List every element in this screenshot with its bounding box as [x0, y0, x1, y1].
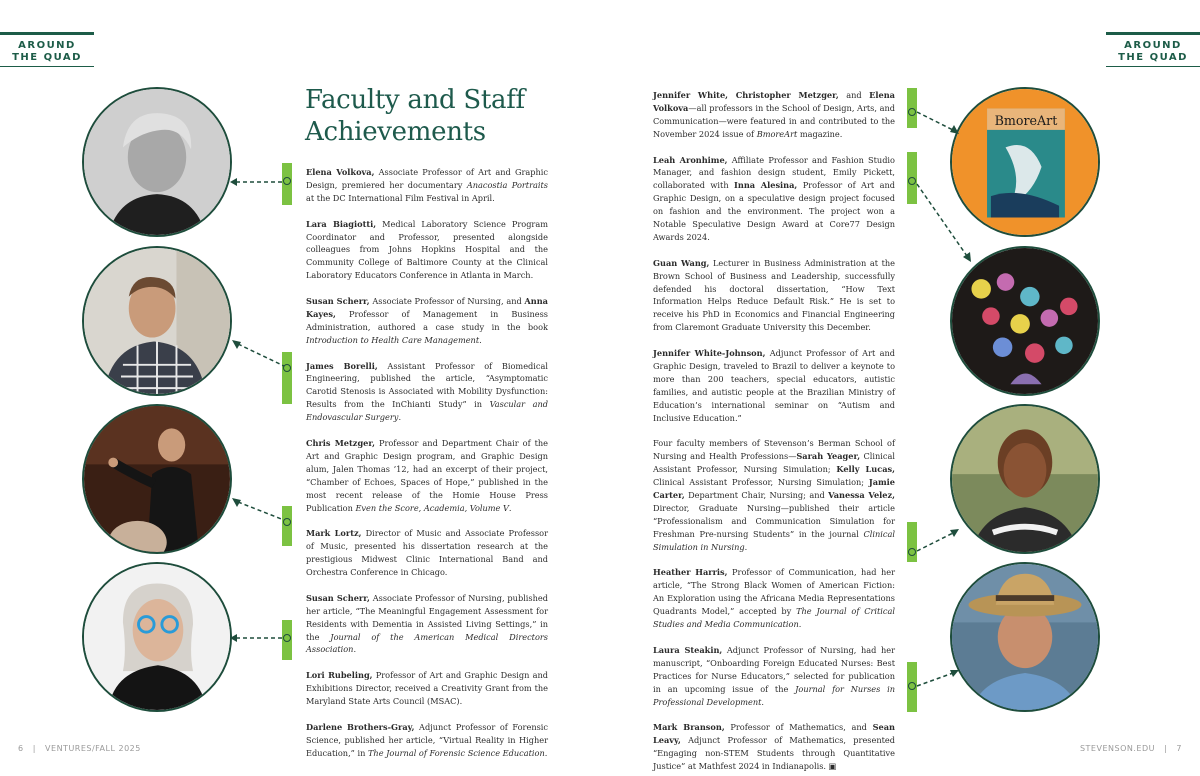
connector-arrow [230, 634, 285, 644]
publication-title: The Journal of Forensic Science Education [367, 747, 545, 758]
publication-title: Clinical Simulation in Nursing [653, 528, 895, 552]
achievement-entry [653, 721, 895, 773]
person-name: Jennifer White-Johnson, [653, 348, 766, 359]
publication-title: Vascular and Endovascular Surgery [306, 399, 549, 423]
achievement-entry [653, 566, 895, 631]
entry-text: ▣ [828, 761, 837, 772]
person-name: Inna Alesina, [734, 180, 798, 191]
entry-text: Director of Music and Associate Professor of Music, presented his dissertation research at the prestigious Midwest Clinic International Band and Orchestra Conference in Chicago. [306, 528, 548, 578]
entry-text: Professor of Communication, had her article, “The Strong Black Women of American Fiction: An Exploration using the Africana Media Representations Quadrants Model,” accepted by [653, 567, 895, 617]
person-name: Susan Scherr, [306, 296, 370, 307]
person-name: Lara Biagiotti, [306, 218, 377, 229]
entry-text: Associate Professor of Art and Graphic Design, premiered her documentary [306, 167, 548, 190]
section-tag-line1: AROUND [1124, 40, 1182, 51]
publication-title: The Journal of Critical Studies and Media Communication [653, 606, 895, 630]
magazine-title: BmoreArt [994, 113, 1058, 129]
person-name: Sean Leavy, [653, 722, 895, 746]
person-name: Jamie Carter, [653, 477, 895, 501]
achievement-entry [653, 437, 895, 553]
publication-title: Introduction to Health Care Management [306, 334, 480, 345]
connector-arrow [915, 108, 960, 136]
person-name: Susan Scherr, [306, 592, 370, 603]
entry-text: . [479, 334, 482, 345]
entry-text: Four faculty members of Stevenson’s Berman School of Nursing and Health Professions— [653, 438, 895, 462]
entry-text: . [761, 696, 765, 707]
achievement-entry [653, 347, 895, 424]
footer-right-folio: STEVENSON.EDU | 7 [1079, 744, 1182, 753]
person-name: Darlene Brothers-Gray, [306, 721, 415, 732]
entry-text: Clinical Assistant Professor, Nursing Simulation; [653, 451, 895, 475]
achievement-entry [306, 527, 548, 579]
entry-text: . [508, 502, 512, 513]
portrait-photo-woman-short-hair [82, 87, 232, 237]
person-name: Leah Aronhime, [653, 154, 728, 165]
achievement-entry [306, 669, 548, 708]
entry-text: . [353, 644, 357, 655]
person-name: Sarah Yeager, [796, 451, 861, 462]
entry-text: at the DC International Film Festival in April. [306, 192, 495, 203]
section-tag-line2: THE QUAD [12, 52, 82, 63]
title-line1: Faculty and Staff [305, 85, 525, 115]
person-name: James Borelli, [306, 360, 378, 371]
photo-textile-art-objects [950, 246, 1100, 396]
person-name: Anna Kayes, [306, 296, 548, 319]
entry-text: . [798, 619, 802, 630]
entry-text: Professor of Mathematics, and [724, 722, 873, 733]
entry-text: Department Chair, Nursing; and [684, 490, 829, 501]
section-tag-left [0, 32, 94, 67]
connector-arrow [230, 178, 285, 188]
entry-text: Director, Graduate Nursing—published their article “Professionalism and Communication Simulation for Freshman Pre-nursing Students” in the journal [653, 502, 895, 539]
left-column-achievements [306, 166, 548, 772]
achievement-entry [306, 592, 548, 657]
person-name: Guan Wang, [653, 257, 710, 268]
publication-title: Journal of the American Medical Directors Association [306, 631, 548, 655]
section-tag-line2: THE QUAD [1118, 52, 1188, 63]
entry-text: Adjunct Professor of Mathematics, presented “Engaging non-STEM Students through Quantitative Justice” at Mathfest 2024 in Indianapolis. [653, 735, 895, 772]
person-name: Mark Lortz, [306, 528, 362, 539]
entry-text: Lecturer in Business Administration at the Brown School of Business and Leadership, successfully defended his doctoral dissertation, “How Text Information Helps Reduce Default Risk.” He is set to receive his PhD in Economics and Financial Engineering from Claremont Graduate University this December. [653, 257, 895, 333]
entry-text: Adjunct Professor of Forensic Science, published her article, “Virtual Reality in Higher Education,” in [306, 721, 548, 758]
title-line2: Achievements [305, 117, 486, 147]
publication-title: Anacostia Portraits [466, 179, 548, 190]
entry-text: Adjunct Professor of Nursing, had her manuscript, “Onboarding Foreign Educated Nurses: Best Practices for Nurse Educators,” selected for publication in an upcoming issue of the [653, 644, 895, 694]
entry-text: . [544, 747, 548, 758]
person-name: Mark Branson, [653, 722, 725, 733]
entry-text: Medical Laboratory Science Program Coordinator and Professor, presented alongside colleagues from Johns Hopkins Hospital and the Community College of Baltimore County at the Clinical Laboratory Educators Conference in Atlanta in March. [306, 218, 548, 281]
entry-text: . [744, 541, 748, 552]
publication-title: BmoreArt [756, 128, 798, 139]
connector-arrow [232, 340, 287, 370]
entry-text: Affiliate Professor and Fashion Studio Manager, and fashion design student, Emily Pickett, collaborated with [653, 154, 895, 191]
entry-text: Clinical Assistant Professor, Nursing Simulation; [653, 477, 869, 488]
portrait-photo-man-smiling [82, 246, 232, 396]
person-name: Lori Rubeling, [306, 670, 373, 681]
page-title [305, 84, 525, 148]
entry-text: Adjunct Professor of Art and Graphic Design, traveled to Brazil to deliver a keynote to more than 200 teachers, special educators, autistic families, and autistic people at the Brazilian Ministry of Education’s international seminar on “Autism and Inclusive Education.” [653, 348, 895, 423]
achievement-entry [306, 360, 548, 425]
person-name: Kelly Lucas, [836, 464, 895, 475]
portrait-photo-man-straw-hat [950, 562, 1100, 712]
person-name: Elena Volkova [653, 90, 895, 113]
achievement-entry [306, 218, 548, 283]
photo-conductor-performing [82, 404, 232, 554]
entry-text: Professor of Art and Graphic Design, on a speculative design project focused on fashion and the environment. The project won a Notable Speculative Design Award at Core77 Design Awards 2024. [653, 180, 895, 242]
person-name: Elena Volkova, [306, 167, 375, 177]
person-name: Laura Steakin, [653, 644, 723, 655]
footer-left-folio: 6 | VENTURES/FALL 2025 [18, 744, 141, 753]
achievement-entry [306, 721, 548, 760]
achievement-entry [306, 166, 548, 205]
person-name: Jennifer White, Christopher Metzger, [653, 90, 839, 100]
entry-text: and [838, 90, 870, 100]
right-column-achievements [653, 89, 895, 776]
person-name: Chris Metzger, [306, 437, 375, 448]
entry-text: —all professors in the School of Design, Arts, and Communication—were featured in and contributed to the November 2024 issue of [653, 102, 895, 139]
achievement-entry [306, 295, 548, 347]
entry-text: Professor of Management in Business Administration, authored a case study in the book [306, 308, 548, 332]
entry-text: Professor and Department Chair of the Art and Graphic Design program, and Graphic Design alum, Jalen Thomas ’12, had an excerpt of their project, “Chamber of Echoes, Spaces of Hope,” published in the most recent release of the Homie House Press Publication [306, 437, 548, 513]
entry-text: Associate Professor of Nursing, and [369, 296, 525, 307]
portrait-photo-woman-smiling-outdoors [950, 404, 1100, 554]
achievement-entry [653, 154, 895, 244]
section-tag-right [1106, 32, 1200, 67]
publication-title: Journal for Nurses in Professional Development [653, 683, 895, 707]
achievement-entry [653, 89, 895, 141]
section-tag-line1: AROUND [18, 40, 76, 51]
publication-title: Even the Score, Academia, Volume V [355, 502, 509, 513]
person-name: Heather Harris, [653, 567, 728, 578]
connector-arrow [232, 498, 287, 526]
entry-text: Associate Professor of Nursing, published her article, “The Meaningful Engagement Assessment for Residents with Dementia in Assisted Living Settings,” in the [306, 592, 548, 642]
connector-arrow [915, 668, 960, 690]
person-name: Vanessa Velez, [828, 490, 895, 501]
connector-arrow [915, 180, 975, 265]
portrait-photo-woman-glasses [82, 562, 232, 712]
entry-text: . [398, 412, 402, 423]
achievement-entry [306, 437, 548, 514]
entry-text: Assistant Professor of Biomedical Engineering, published the article, “Asymptomatic Carotid Stenosis is Associated with Mobility Dysfunction: Results from the InChianti Study” in [306, 360, 548, 410]
entry-text: Professor of Art and Graphic Design and Exhibitions Director, received a Creativity Grant from the Maryland State Arts Council (MSAC). [306, 670, 549, 707]
connector-arrow [915, 527, 960, 555]
achievement-entry [653, 257, 895, 334]
entry-text: magazine. [797, 128, 843, 139]
achievement-entry [653, 644, 895, 709]
